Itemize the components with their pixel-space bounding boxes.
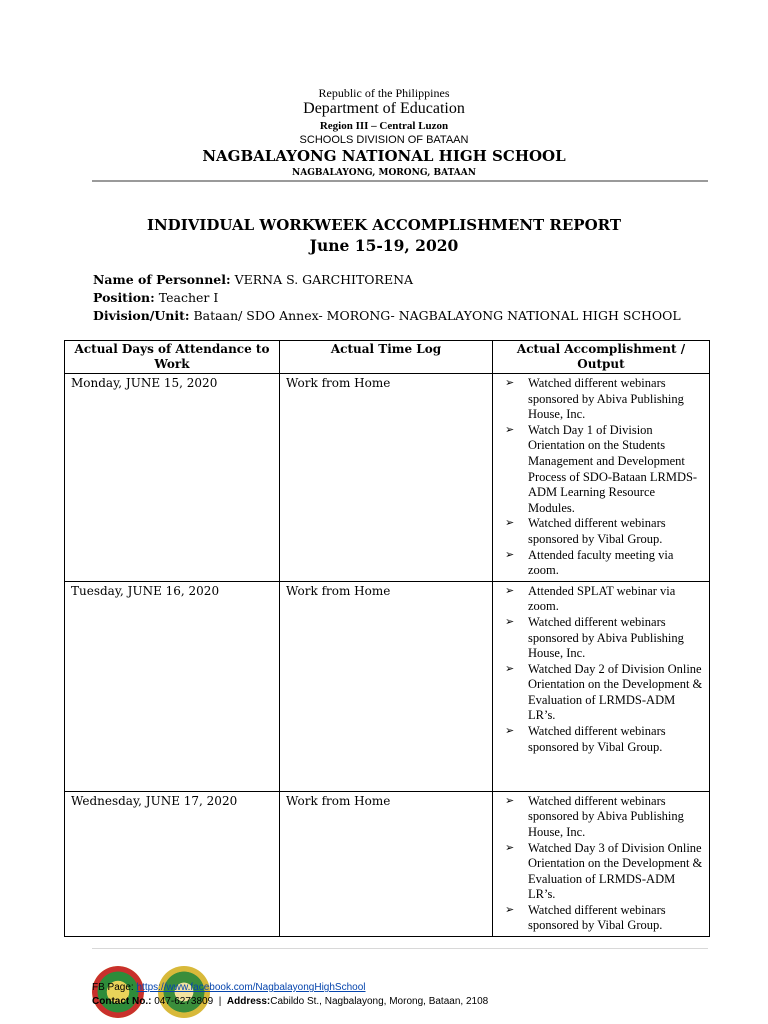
table-header-row — [65, 341, 710, 374]
name-label: Name of Personnel: — [93, 272, 231, 287]
footer-fb-line — [92, 982, 366, 993]
list-item — [501, 794, 703, 841]
list-item — [501, 376, 703, 423]
school-name: NAGBALAYONG NATIONAL HIGH SCHOOL — [202, 147, 566, 165]
arrowhead-bullet-icon: ➢ — [505, 615, 515, 628]
accomplishment-text: Watched different webinars sponsored by Abiva Publishing House, Inc. — [528, 376, 684, 422]
fb-label: FB Page: — [92, 982, 134, 993]
contact-number: 047-6273809 — [154, 996, 214, 1007]
arrowhead-bullet-icon: ➢ — [505, 377, 515, 389]
republic-heading: Republic of the Philippines — [318, 86, 450, 100]
header-days: Actual Days of Attendance to Work — [65, 341, 280, 374]
list-item — [501, 548, 703, 579]
list-item — [501, 516, 703, 547]
footer-address: Cabildo St., Nagbalayong, Morong, Bataan, 2108 — [270, 996, 489, 1007]
accomplishment-text: Watched Day 3 of Division Online Orientation on the Development & Evaluation of LRMDS-ADM LR’s. — [528, 840, 703, 902]
arrowhead-bullet-icon: ➢ — [505, 423, 515, 436]
day-cell: Monday, JUNE 15, 2020 — [65, 374, 280, 582]
accomplishment-text: Attended faculty meeting via zoom. — [528, 547, 674, 578]
division-label: Division/Unit: — [93, 308, 190, 323]
table-row — [65, 791, 710, 936]
list-item — [501, 662, 703, 724]
division-heading: SCHOOLS DIVISION OF BATAAN — [299, 134, 469, 146]
table-row — [65, 374, 710, 582]
time-log-cell: Work from Home — [280, 581, 493, 791]
accomplishment-text: Attended SPLAT webinar via zoom. — [528, 583, 676, 614]
facebook-page-link[interactable]: https://www.facebook.com/NagbalayongHighSchool — [136, 982, 366, 993]
list-item — [501, 724, 703, 755]
contact-label: Contact No.: — [92, 996, 152, 1007]
arrowhead-bullet-icon: ➢ — [505, 903, 515, 916]
time-log-cell: Work from Home — [280, 791, 493, 936]
report-dates: June 15-19, 2020 — [309, 236, 459, 255]
header-time-log: Actual Time Log — [280, 341, 493, 374]
table-row — [65, 581, 710, 791]
region-heading: Region III – Central Luzon — [319, 120, 449, 132]
address-label: Address: — [226, 996, 271, 1007]
accomplishment-text: Watch Day 1 of Division Orientation on the Students Management and Development Process of SDO-Bataan LRMDS-ADM Learning Resource Modules. — [528, 422, 698, 515]
accomplishment-text: Watched different webinars sponsored by Abiva Publishing House, Inc. — [528, 614, 684, 661]
footer-contact-line — [92, 996, 488, 1007]
arrowhead-bullet-icon: ➢ — [505, 548, 515, 561]
list-item — [501, 841, 703, 903]
school-address: NAGBALAYONG, MORONG, BATAAN — [292, 168, 476, 178]
report-title: INDIVIDUAL WORKWEEK ACCOMPLISHMENT REPORT — [146, 216, 622, 234]
header-accomplishment: Actual Accomplishment / Output — [493, 341, 710, 374]
accomplishment-cell — [493, 581, 710, 791]
footer-divider — [92, 948, 708, 949]
accomplishment-text: Watched different webinars sponsored by Vibal Group. — [528, 902, 666, 933]
accomplishment-text: Watched different webinars sponsored by Vibal Group. — [528, 516, 666, 546]
position-label: Position: — [93, 290, 155, 305]
arrowhead-bullet-icon: ➢ — [505, 794, 515, 807]
accomplishment-cell — [493, 791, 710, 936]
division-line — [93, 308, 681, 323]
footer-separator: | — [215, 996, 227, 1007]
position-value: Teacher I — [158, 290, 219, 305]
arrowhead-bullet-icon: ➢ — [505, 517, 515, 530]
arrowhead-bullet-icon: ➢ — [505, 841, 515, 854]
arrowhead-bullet-icon: ➢ — [505, 725, 515, 738]
division-value: Bataan/ SDO Annex- MORONG- NAGBALAYONG NATIONAL HIGH SCHOOL — [193, 308, 681, 323]
personnel-name-line — [93, 272, 413, 287]
list-item — [501, 615, 703, 662]
day-cell: Tuesday, JUNE 16, 2020 — [65, 581, 280, 791]
position-line — [93, 290, 218, 305]
list-item — [501, 584, 703, 615]
list-item — [501, 903, 703, 934]
personnel-name: VERNA S. GARCHITORENA — [234, 272, 414, 287]
arrowhead-bullet-icon: ➢ — [505, 662, 515, 675]
accomplishment-table — [64, 340, 710, 937]
accomplishment-cell — [493, 374, 710, 582]
accomplishment-text: Watched different webinars sponsored by Vibal Group. — [528, 724, 666, 754]
department-heading: Department of Education — [303, 100, 465, 117]
arrowhead-bullet-icon: ➢ — [505, 584, 515, 597]
accomplishment-text: Watched Day 2 of Division Online Orientation on the Development & Evaluation of LRMDS-ADM LR’s. — [528, 661, 703, 723]
list-item — [501, 423, 703, 517]
header-divider — [92, 180, 708, 182]
accomplishment-text: Watched different webinars sponsored by Abiva Publishing House, Inc. — [528, 793, 684, 839]
time-log-cell: Work from Home — [280, 374, 493, 582]
day-cell: Wednesday, JUNE 17, 2020 — [65, 791, 280, 936]
